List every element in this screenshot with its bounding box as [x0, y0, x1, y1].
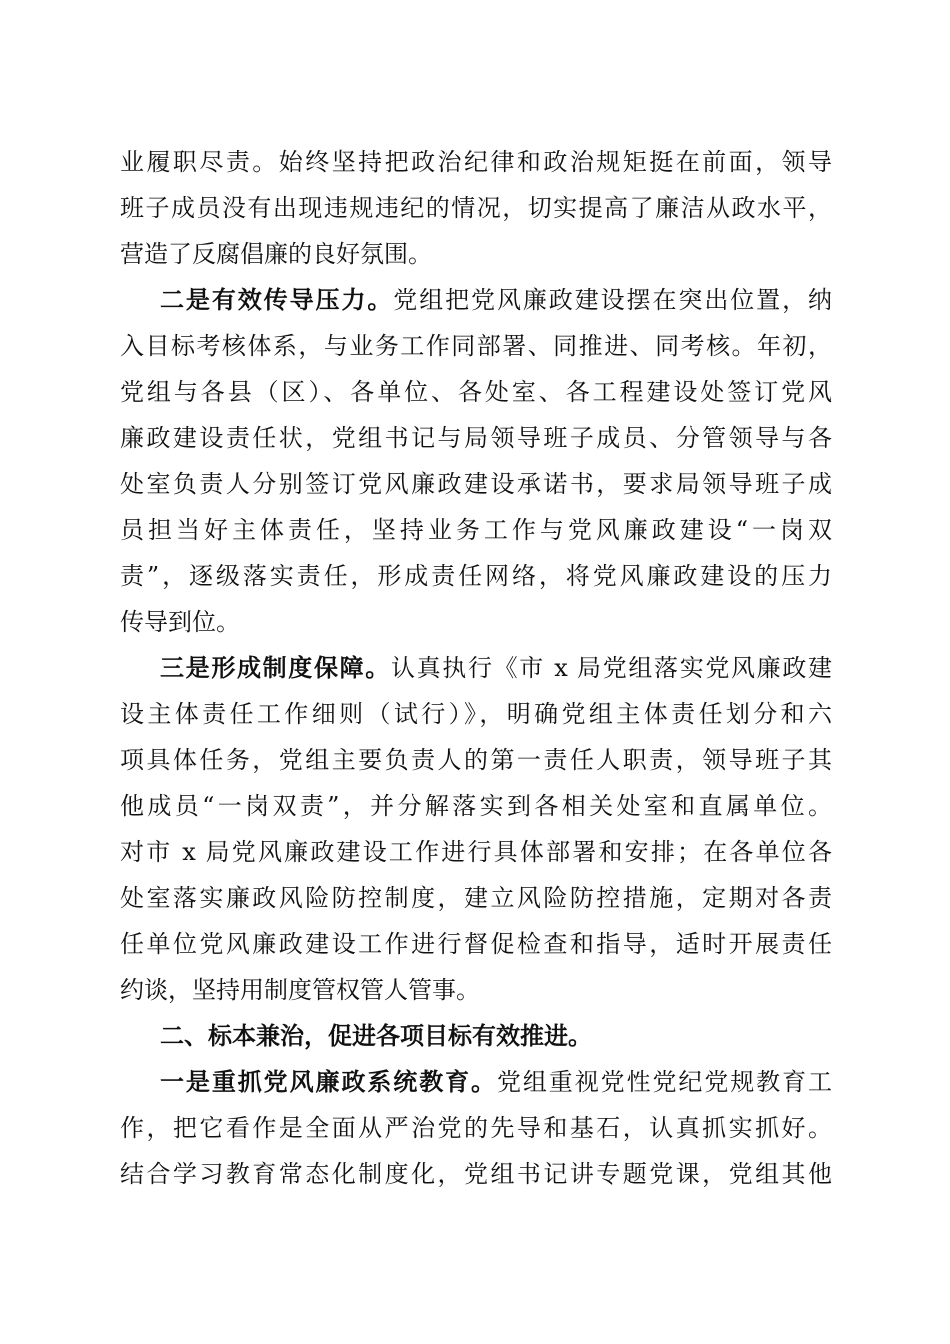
line-text: 任单位党风廉政建设工作进行督促检查和指导，适时开展责任	[120, 930, 832, 958]
text-line	[120, 738, 832, 782]
line-text: 处室落实廉政风险防控制度，建立风险防控措施，定期对各责	[120, 884, 832, 912]
line-text: 员担当好主体责任，坚持业务工作与党风廉政建设“一岗双	[120, 516, 832, 544]
line-lead: 三是形成制度保障。	[160, 654, 391, 682]
line-text: 认真执行《市 x 局党组落实党风廉政建	[390, 654, 833, 682]
section-heading	[160, 1014, 832, 1058]
line-text: 班子成员没有出现违规违纪的情况，切实提高了廉洁从政水平，	[120, 194, 832, 222]
text-line	[120, 1152, 832, 1196]
line-text: 对市 x 局党风廉政建设工作进行具体部署和安排；在各单位各	[120, 838, 832, 866]
line-text: 作，把它看作是全面从严治党的先导和基石，认真抓实抓好。	[120, 1114, 832, 1142]
text-line	[160, 646, 832, 690]
line-text: 约谈，坚持用制度管权管人管事。	[120, 976, 480, 1004]
text-line	[160, 1060, 832, 1104]
line-text: 设主体责任工作细则（试行）》，明确党组主体责任划分和六	[120, 700, 832, 728]
line-text: 结合学习教育常态化制度化，党组书记讲专题党课，党组其他	[120, 1160, 832, 1188]
text-line	[120, 922, 832, 966]
line-text: 党组与各县（区）、各单位、各处室、各工程建设处签订党风	[120, 378, 832, 406]
text-line	[120, 324, 832, 368]
text-line	[120, 876, 832, 920]
text-line	[120, 416, 832, 460]
line-text: 项具体任务，党组主要负责人的第一责任人职责，领导班子其	[120, 746, 832, 774]
text-line	[120, 692, 832, 736]
line-text: 传导到位。	[120, 608, 240, 636]
line-text: 入目标考核体系，与业务工作同部署、同推进、同考核。年初，	[120, 332, 832, 360]
line-text: 他成员“一岗双责”，并分解落实到各相关处室和直属单位。	[120, 792, 832, 820]
text-line	[120, 186, 832, 230]
line-text: 责”，逐级落实责任，形成责任网络，将党风廉政建设的压力	[120, 562, 832, 590]
text-line	[120, 968, 832, 1012]
text-line	[120, 600, 832, 644]
line-text: 业履职尽责。始终坚持把政治纪律和政治规矩挺在前面，领导	[120, 148, 832, 176]
line-text: 廉政建设责任状，党组书记与局领导班子成员、分管领导与各	[120, 424, 832, 452]
text-line	[120, 232, 832, 276]
text-line	[120, 784, 832, 828]
line-lead: 二、标本兼治，促进各项目标有效推进。	[160, 1022, 592, 1050]
text-line	[120, 370, 832, 414]
line-text: 党组重视党性党纪党规教育工	[496, 1068, 833, 1096]
text-line	[120, 508, 832, 552]
text-line	[120, 554, 832, 598]
text-line	[160, 278, 832, 322]
line-text: 营造了反腐倡廉的良好氛围。	[120, 240, 432, 268]
line-lead: 一是重抓党风廉政系统教育。	[160, 1068, 497, 1096]
line-text: 党组把党风廉政建设摆在突出位置，纳	[393, 286, 832, 314]
line-lead: 二是有效传导压力。	[160, 286, 394, 314]
text-line	[120, 140, 832, 184]
text-line	[120, 1106, 832, 1150]
text-line	[120, 830, 832, 874]
text-line	[120, 462, 832, 506]
line-text: 处室负责人分别签订党风廉政建设承诺书，要求局领导班子成	[120, 470, 832, 498]
